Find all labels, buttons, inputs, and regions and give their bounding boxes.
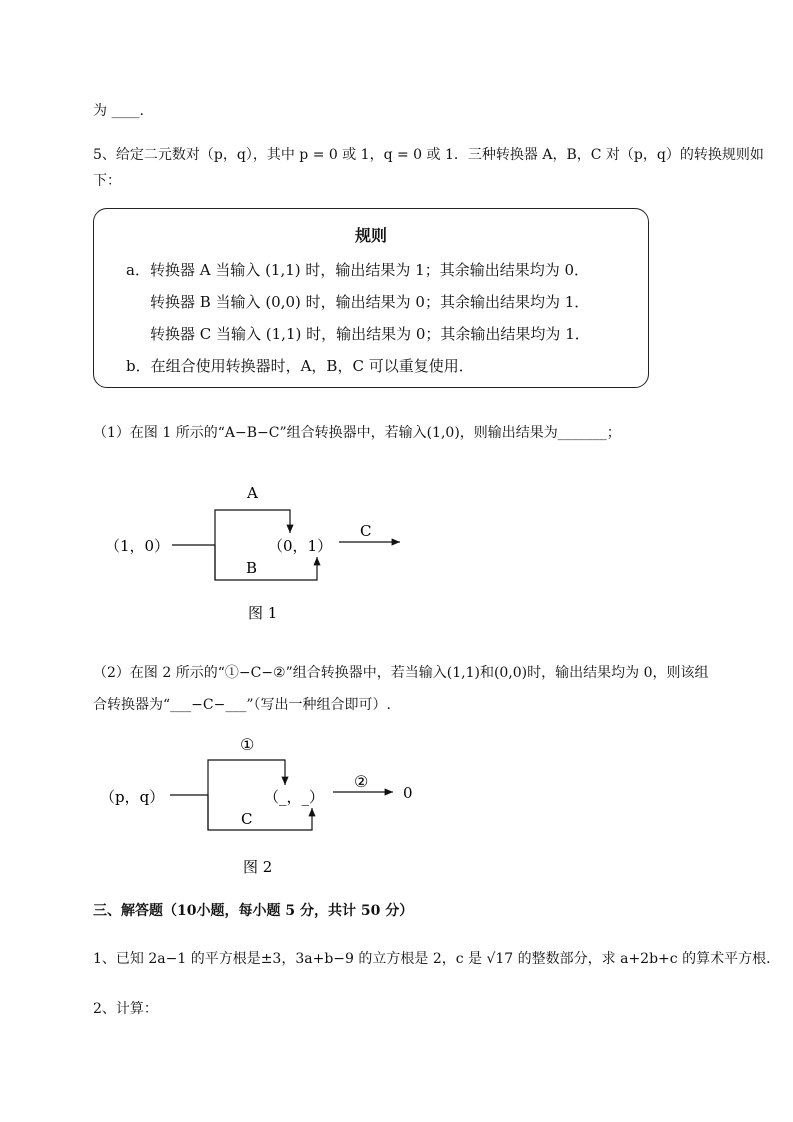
question-1: 1、已知 2a−1 的平方根是±3，3a+b−9 的立方根是 2，c 是 √17 的整数部分，求 a+2b+c 的算术平方根． bbox=[93, 951, 781, 967]
blank-answer-line: 为 ____. bbox=[93, 103, 144, 119]
part-2-question-line-1: （2）在图 2 所示的“①−C−②”组合转换器中，若当输入(1,1)和(0,0)时，输出结果均为 0，则该组 bbox=[93, 665, 709, 681]
figure-1-diagram bbox=[0, 470, 793, 630]
question-5-line-2: 下： bbox=[93, 173, 121, 189]
fig1-output-label: C bbox=[360, 522, 372, 540]
figure-2-diagram bbox=[0, 730, 793, 890]
rule-b: b．在组合使用转换器时，A，B，C 可以重复使用． bbox=[126, 357, 474, 375]
fig1-top-label: A bbox=[247, 484, 258, 502]
fig1-input-label: （1，0） bbox=[105, 537, 170, 555]
rule-a-converter-b: 转换器 B 当输入 (0,0) 时，输出结果为 0；其余输出结果均为 1． bbox=[150, 293, 590, 311]
rules-box bbox=[93, 208, 649, 388]
part-2-question-line-2: 合转换器为“___−C−___”（写出一种组合即可）. bbox=[93, 697, 391, 713]
rules-title: 规则 bbox=[354, 226, 387, 245]
fig2-middle-label: （_，_） bbox=[264, 788, 325, 806]
rule-a-converter-c: 转换器 C 当输入 (1,1) 时，输出结果为 0；其余输出结果均为 1． bbox=[150, 325, 590, 343]
fig2-top-label: ① bbox=[240, 735, 255, 754]
fig1-bottom-label: B bbox=[246, 559, 258, 577]
fig1-middle-label: （0，1） bbox=[268, 537, 333, 555]
part-1-question: （1）在图 1 所示的“A−B−C”组合转换器中，若输入(1,0)，则输出结果为_______； bbox=[93, 425, 621, 441]
fig2-caption: 图 2 bbox=[243, 858, 273, 876]
fig1-caption: 图 1 bbox=[248, 604, 278, 622]
section-3-heading: 三、解答题（10小题，每小题 5 分，共计 50 分） bbox=[93, 903, 414, 919]
question-5-line-1: 5、给定二元数对（p，q），其中 p = 0 或 1，q = 0 或 1．三种转换器 A，B，C 对（p，q）的转换规则如 bbox=[93, 147, 764, 163]
rule-a-converter-a: a．转换器 A 当输入 (1,1) 时，输出结果为 1；其余输出结果均为 0． bbox=[126, 261, 590, 279]
question-2: 2、计算： bbox=[93, 1001, 158, 1017]
fig2-output-label: ② bbox=[354, 772, 369, 791]
fig2-bottom-label: C bbox=[241, 810, 253, 828]
fig2-input-label: （p，q） bbox=[100, 788, 165, 806]
fig2-result-label: 0 bbox=[403, 784, 413, 802]
